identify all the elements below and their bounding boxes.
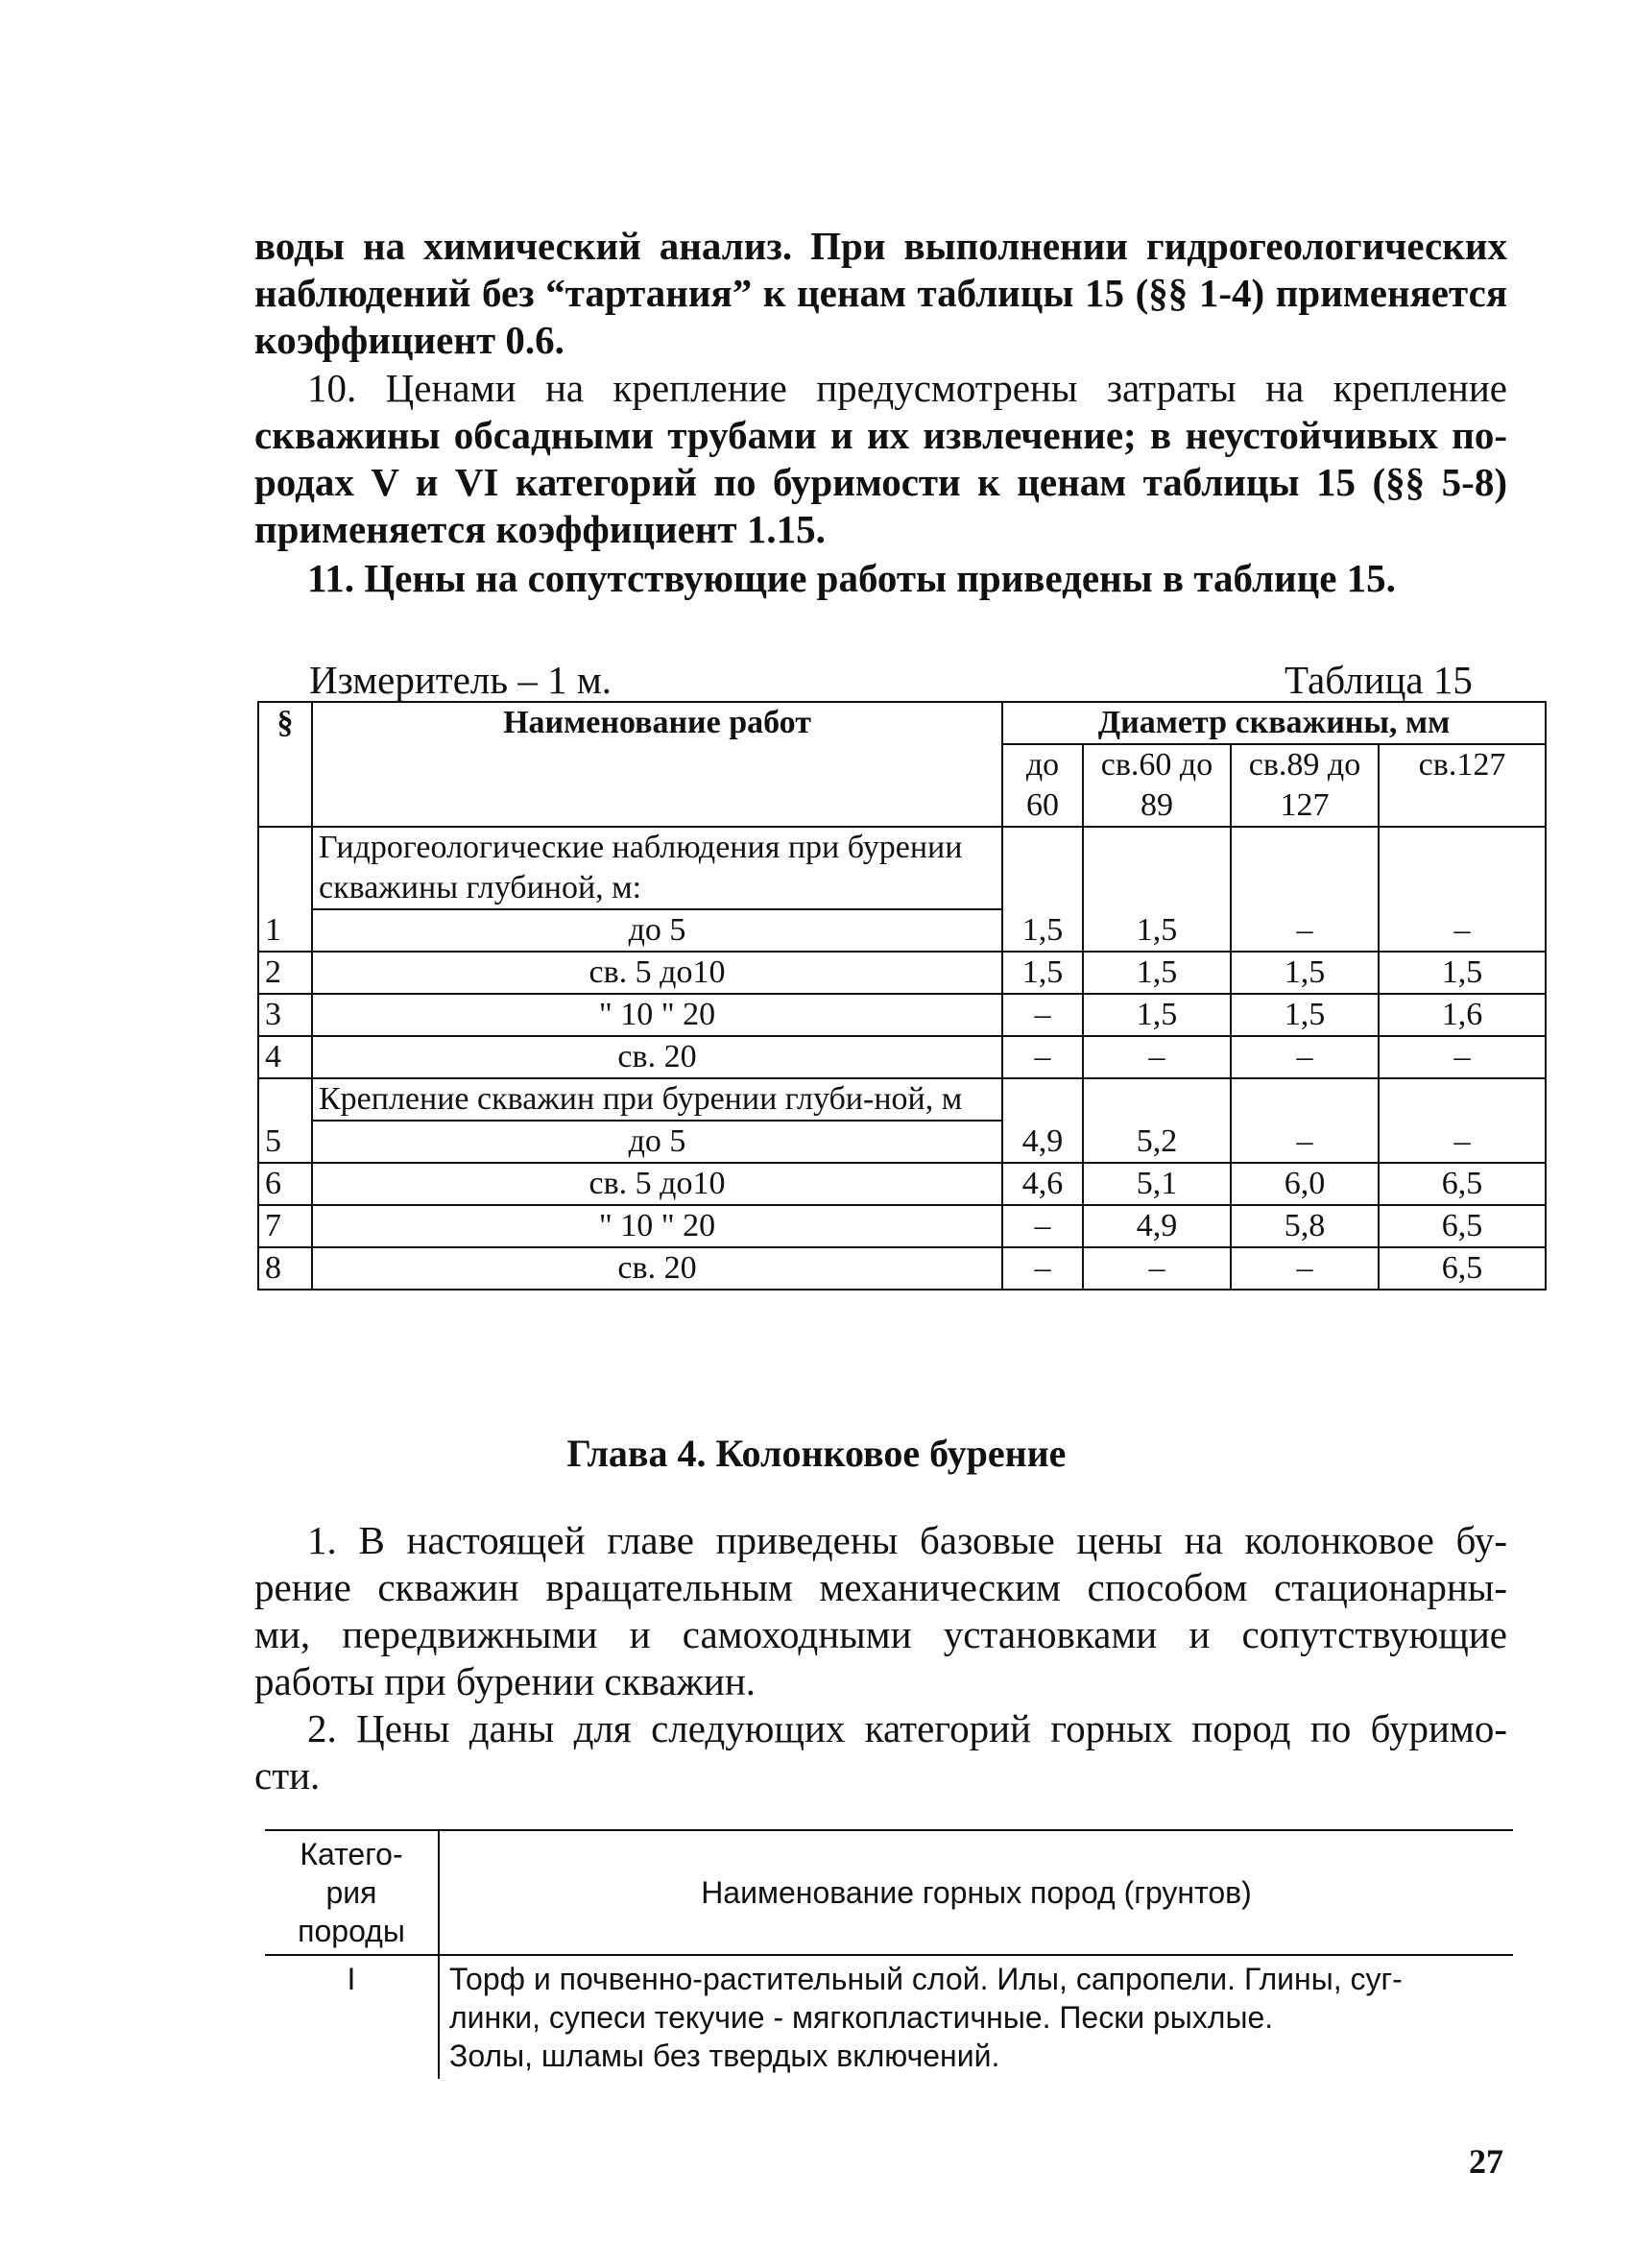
group-heading: Гидрогеологические наблюдения при бурении скважины глубиной, м: — [312, 827, 1002, 909]
table-row — [258, 1247, 1546, 1290]
row-number: 6 — [258, 1163, 312, 1205]
table-row — [258, 1036, 1546, 1078]
subheader-diameter: св.60 до 89 — [1083, 744, 1231, 827]
group-heading: Крепление скважин при бурении глуби-ной, м — [312, 1078, 1002, 1121]
text-line: работы при бурении скважин. — [254, 1659, 756, 1703]
header-category — [265, 1830, 439, 1955]
text-line: воды на химический анализ. При выполнении гидрогеологических — [254, 224, 1507, 268]
subheader-diameter: до 60 — [1002, 744, 1083, 827]
row-number: 1 — [258, 827, 312, 952]
text-line: скважины обсадными трубами и их извлечение; в неустойчивых по- — [254, 413, 1507, 457]
row-number: 8 — [258, 1247, 312, 1290]
text-line: 1. В настоящей главе приведены базовые цены на колонковое бу- — [307, 1518, 1507, 1562]
category-cell: I — [265, 1955, 439, 2079]
work-name-cell: св. 5 до10 — [312, 1163, 1002, 1205]
text-line: Золы, шламы без твердых включений. — [449, 2039, 1000, 2073]
value-cell: – — [1379, 1036, 1546, 1078]
value-cell: 4,9 — [1083, 1205, 1231, 1247]
value-cell: 1,5 — [1083, 952, 1231, 994]
value-cell: 1,5 — [1002, 827, 1083, 952]
value-cell: – — [1231, 1247, 1379, 1290]
header-diameter: Диаметр скважины, мм — [1002, 702, 1546, 744]
subheader-diameter: св.127 — [1379, 744, 1546, 827]
value-cell: 5,2 — [1083, 1078, 1231, 1163]
text-line: родах V и VI категорий по буримости к ценам таблицы 15 (§§ 5-8) — [254, 460, 1507, 504]
price-table-15 — [257, 701, 1547, 1291]
item-11-paragraph — [254, 555, 1507, 602]
work-name-cell: св. 5 до10 — [312, 952, 1002, 994]
row-number: 3 — [258, 994, 312, 1036]
work-name-cell: " 10 " 20 — [312, 994, 1002, 1036]
text-line: 11. Цены на сопутствующие работы приведены в таблице 15. — [307, 556, 1396, 600]
value-cell: 6,5 — [1379, 1247, 1546, 1290]
value-cell: 5,1 — [1083, 1163, 1231, 1205]
value-cell: – — [1083, 1036, 1231, 1078]
value-cell: – — [1002, 1247, 1083, 1290]
table-row — [258, 994, 1546, 1036]
value-cell: – — [1379, 827, 1546, 952]
table-row — [258, 827, 1546, 909]
subheader-diameter: св.89 до 127 — [1231, 744, 1379, 827]
row-number: 5 — [258, 1078, 312, 1163]
value-cell: 5,8 — [1231, 1205, 1379, 1247]
value-cell: – — [1002, 994, 1083, 1036]
chapter-paragraph-1 — [254, 1517, 1507, 1705]
table-unit-caption: Измеритель – 1 м. — [309, 658, 612, 702]
value-cell: 1,5 — [1083, 827, 1231, 952]
text-line: 10. Ценами на крепление предусмотрены затраты на крепление — [307, 366, 1507, 410]
text-line: коэффициент 0.6. — [254, 318, 564, 362]
text-line: 2. Цены даны для следующих категорий горных пород по буримо- — [307, 1706, 1507, 1750]
header-line: Катего- — [300, 1837, 403, 1871]
value-cell: 1,5 — [1231, 994, 1379, 1036]
work-name-cell: " 10 " 20 — [312, 1205, 1002, 1247]
item-10-paragraph — [254, 365, 1507, 553]
text-line: Торф и почвенно-растительный слой. Илы, сапропели. Глины, суг- — [449, 1962, 1403, 1996]
text-line: ми, передвижными и самоходными установками и сопутствующие — [254, 1612, 1507, 1656]
table-row — [258, 952, 1546, 994]
header-line: рия — [325, 1875, 377, 1910]
value-cell: – — [1083, 1247, 1231, 1290]
work-name-cell: св. 20 — [312, 1247, 1002, 1290]
header-paragraph-col: § — [258, 702, 312, 827]
text-line: рение скважин вращательным механическим способом стационарны- — [254, 1565, 1507, 1609]
text-line: наблюдений без “тартания” к ценам таблицы 15 (§§ 1-4) применяется — [254, 271, 1507, 315]
value-cell: – — [1002, 1036, 1083, 1078]
value-cell: 1,5 — [1083, 994, 1231, 1036]
value-cell: 1,5 — [1002, 952, 1083, 994]
text-line: сти. — [254, 1753, 321, 1798]
table-row — [258, 1205, 1546, 1247]
text-line: применяется коэффициент 1.15. — [254, 507, 826, 551]
value-cell: – — [1379, 1078, 1546, 1163]
header-work-name: Наименование работ — [312, 702, 1002, 827]
rock-description-cell — [439, 1955, 1513, 2079]
value-cell: – — [1231, 827, 1379, 952]
table-header-row — [265, 1830, 1513, 1955]
value-cell: 1,5 — [1379, 952, 1546, 994]
header-line: породы — [298, 1914, 405, 1948]
work-name-cell: до 5 — [312, 909, 1002, 952]
rock-category-table — [265, 1829, 1513, 2079]
table-row — [258, 1078, 1546, 1121]
value-cell: – — [1231, 1078, 1379, 1163]
table-row — [265, 1955, 1513, 2079]
table-row — [258, 1163, 1546, 1205]
work-name-cell: до 5 — [312, 1121, 1002, 1163]
value-cell: 6,5 — [1379, 1205, 1546, 1247]
value-cell: 1,6 — [1379, 994, 1546, 1036]
row-number: 7 — [258, 1205, 312, 1247]
value-cell: 4,9 — [1002, 1078, 1083, 1163]
page-number: 27 — [1469, 2142, 1503, 2181]
chapter-title: Глава 4. Колонковое бурение — [566, 1432, 1067, 1475]
value-cell: – — [1002, 1205, 1083, 1247]
row-number: 4 — [258, 1036, 312, 1078]
table-number-caption: Таблица 15 — [1285, 658, 1473, 702]
value-cell: 1,5 — [1231, 952, 1379, 994]
chapter-paragraph-2 — [254, 1705, 1507, 1799]
intro-paragraph — [254, 223, 1507, 364]
value-cell: 4,6 — [1002, 1163, 1083, 1205]
header-rock-name: Наименование горных пород (грунтов) — [439, 1830, 1513, 1955]
row-number: 2 — [258, 952, 312, 994]
work-name-cell: св. 20 — [312, 1036, 1002, 1078]
value-cell: – — [1231, 1036, 1379, 1078]
value-cell: 6,5 — [1379, 1163, 1546, 1205]
text-line: линки, супеси текучие - мягкопластичные. Пески рыхлые. — [449, 2000, 1274, 2035]
value-cell: 6,0 — [1231, 1163, 1379, 1205]
